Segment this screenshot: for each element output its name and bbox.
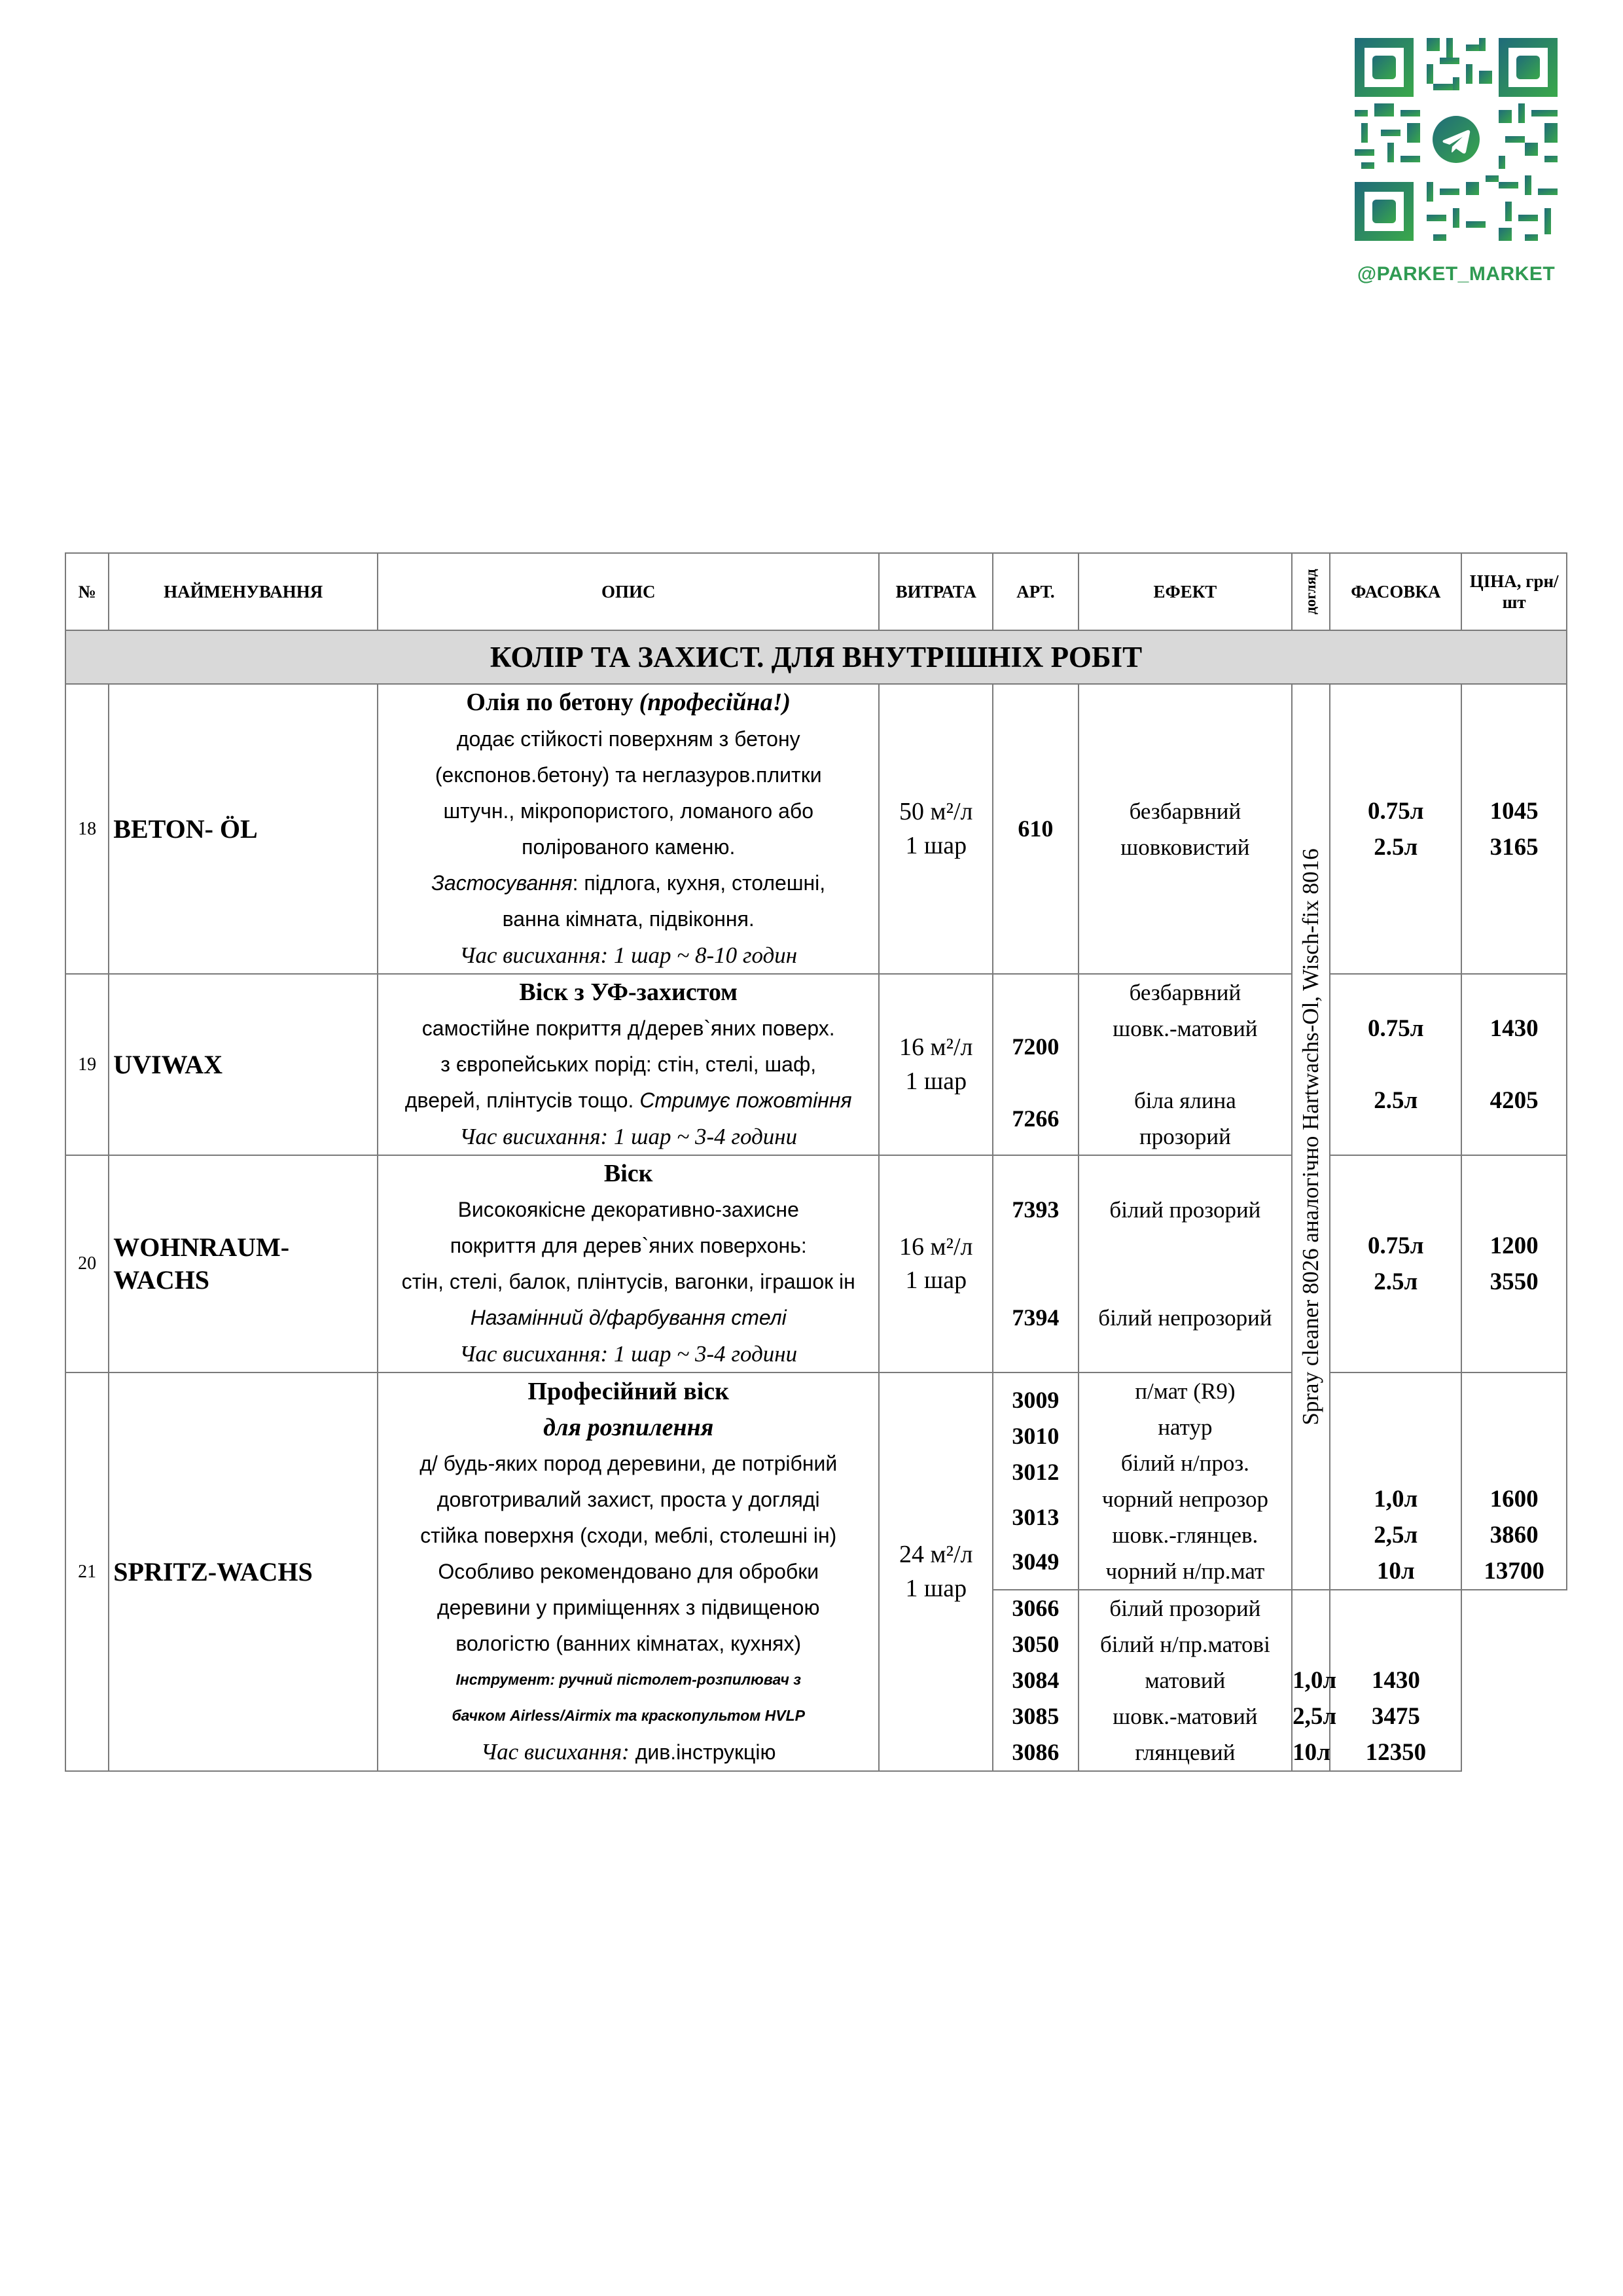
effect-line: білий непрозорий	[1098, 1305, 1272, 1331]
desc-line: дверей, плінтусів тощо.	[404, 1088, 640, 1112]
price-value: 1430	[1489, 1015, 1539, 1042]
table-row	[65, 1155, 1567, 1372]
section-row	[65, 630, 1567, 684]
desc-line: стін, стелі, балок, плінтусів, вагонки, іграшок ін	[401, 1270, 855, 1293]
row-num: 19	[65, 974, 109, 1155]
pack-size: 10л	[1293, 1739, 1330, 1766]
desc-line: вологістю (ванних кімнатах, кухнях)	[455, 1631, 802, 1655]
product-name: UVIWAX	[109, 974, 378, 1155]
col-header-care-label: догляд	[1302, 569, 1319, 615]
desc-line: штучн., мікропористого, ломаного або	[443, 799, 813, 823]
pack-size: 0.75л	[1368, 1015, 1424, 1042]
effect-line: безбарвний	[1129, 980, 1241, 1005]
article-number: 7394	[1012, 1304, 1060, 1331]
col-header-consumption: ВИТРАТА	[879, 553, 993, 630]
effect-line: глянцевий	[1135, 1740, 1236, 1765]
desc-line: довготривалий захист, проста у догляді	[437, 1487, 820, 1511]
effect-line: білий прозорий	[1109, 1197, 1261, 1223]
usage-label: Застосування	[431, 871, 573, 895]
col-header-care	[1292, 553, 1330, 630]
col-header-art: АРТ.	[993, 553, 1079, 630]
desc-title: Олія по бетону	[466, 689, 633, 716]
article-number: 7266	[1012, 1105, 1060, 1132]
desc-title-note: (професійна!)	[639, 689, 791, 716]
drying-time: Час висихання: 1 шар ~ 3-4 години	[459, 1124, 798, 1149]
article-number: 3049	[1012, 1549, 1060, 1575]
effect-line: шовк.-матовий	[1113, 1704, 1258, 1729]
article	[993, 1590, 1079, 1771]
pack-size: 1,0л	[1293, 1667, 1337, 1694]
desc-line: (експонов.бетону) та неглазуров.плитки	[435, 763, 822, 787]
section-title: КОЛІР ТА ЗАХИСТ. ДЛЯ ВНУТРІШНІХ РОБІТ	[65, 630, 1567, 684]
effect-line: шовк.-матовий	[1113, 1016, 1258, 1041]
pack-size: 2.5л	[1374, 1268, 1418, 1295]
effect	[1079, 974, 1292, 1155]
desc-note: Стримує пожовтіння	[639, 1088, 852, 1112]
price-cell	[1461, 684, 1567, 974]
price-value: 1045	[1489, 797, 1539, 825]
consumption-rate: 16 м²/л	[899, 1232, 973, 1261]
consumption	[879, 1372, 993, 1771]
product-name-line: WACHS	[113, 1265, 209, 1295]
desc-title: для розпилення	[543, 1413, 714, 1441]
telegram-handle[interactable]: @PARKET_MARKET	[1357, 263, 1556, 285]
desc-line: д/ будь-яких пород деревини, де потрібний	[419, 1451, 838, 1475]
product-description	[378, 974, 879, 1155]
effect-line: прозорий	[1139, 1124, 1231, 1149]
drying-label: Час висихання:	[480, 1738, 630, 1765]
tool-note: бачком Airless/Airmix та краскопультом HVLP	[452, 1706, 805, 1724]
table-header-row	[65, 553, 1567, 630]
effect-line: безбарвний	[1129, 798, 1241, 824]
effect-line: матовий	[1145, 1668, 1226, 1693]
price-value: 12350	[1365, 1739, 1427, 1766]
table-row	[65, 1372, 1567, 1590]
price-value: 13700	[1484, 1558, 1544, 1585]
effect-line: чорний непрозор	[1101, 1486, 1268, 1512]
desc-line: стійка поверхня (сходи, меблі, столешні ін)	[420, 1523, 837, 1547]
effect-line: шовковистий	[1120, 834, 1250, 860]
price-cell	[1461, 1155, 1567, 1372]
article-number: 3085	[1012, 1703, 1060, 1729]
article-number: 3066	[1012, 1595, 1060, 1621]
table-row	[65, 974, 1567, 1155]
price-value: 1600	[1489, 1486, 1539, 1513]
product-name-line: WOHNRAUM-	[113, 1232, 290, 1262]
effect	[1079, 1155, 1292, 1372]
consumption-layers: 1 шар	[905, 831, 967, 859]
article-number: 3010	[1012, 1423, 1060, 1449]
care-note: Spray cleaner 8026 аналогічно Hartwachs-Ol, Wisch-fix 8016	[1298, 848, 1324, 1426]
article-number: 3086	[1012, 1739, 1060, 1765]
desc-line: з європейських порід: стін, стелі, шаф,	[440, 1052, 817, 1076]
article-number: 3012	[1012, 1459, 1060, 1485]
pack-cell	[1330, 1372, 1461, 1590]
price-table	[65, 552, 1567, 1772]
price-value: 3165	[1489, 833, 1539, 861]
consumption-layers: 1 шар	[905, 1067, 967, 1095]
desc-line: покриття для дерев`яних поверхонь:	[450, 1234, 807, 1257]
desc-line: Особливо рекомендовано для обробки	[438, 1559, 819, 1583]
consumption	[879, 1155, 993, 1372]
product-name	[109, 1155, 378, 1372]
pack-size: 0.75л	[1368, 1232, 1424, 1259]
price-cell	[1330, 1590, 1461, 1771]
drying-text: див.інструкцію	[629, 1740, 776, 1764]
effect	[1079, 1372, 1292, 1590]
desc-line: самостійне покриття д/дерев`яних поверх.	[421, 1016, 835, 1040]
desc-line: додає стійкості поверхням з бетону	[456, 727, 800, 751]
effect	[1079, 1590, 1292, 1771]
article: 610	[993, 684, 1079, 974]
desc-line: деревини у приміщеннях з підвищеною	[437, 1595, 820, 1619]
article	[993, 1155, 1079, 1372]
desc-title: Віск з УФ-захистом	[519, 978, 738, 1006]
usage-text: : підлога, кухня, столешні,	[572, 871, 826, 895]
effect-line: білий н/пр.матові	[1100, 1632, 1270, 1657]
consumption	[879, 974, 993, 1155]
col-header-effect: ЕФЕКТ	[1079, 553, 1292, 630]
usage-line: ванна кімната, підвіконня.	[502, 907, 755, 931]
desc-title: Віск	[603, 1160, 653, 1187]
article-number: 3013	[1012, 1504, 1060, 1530]
price-value: 1200	[1489, 1232, 1539, 1259]
product-description	[378, 1155, 879, 1372]
pack-size: 2.5л	[1374, 1087, 1418, 1114]
pack-size: 0.75л	[1368, 797, 1424, 825]
pack-size: 1,0л	[1374, 1486, 1418, 1513]
price-value: 3475	[1371, 1703, 1420, 1730]
table-row	[65, 684, 1567, 974]
consumption-rate: 16 м²/л	[899, 1033, 973, 1062]
col-header-pack: ФАСОВКА	[1330, 553, 1461, 630]
drying-time: Час висихання: 1 шар ~ 8-10 годин	[459, 942, 798, 968]
col-header-price: ЦІНА, грн/шт	[1461, 553, 1567, 630]
row-num: 21	[65, 1372, 109, 1771]
product-name: SPRITZ-WACHS	[109, 1372, 378, 1771]
col-header-name: НАЙМЕНУВАННЯ	[109, 553, 378, 630]
pack-cell	[1330, 974, 1461, 1155]
tool-note: Інструмент: ручний пістолет-розпилювач з	[455, 1670, 801, 1688]
drying-time: Час висихання: 1 шар ~ 3-4 години	[459, 1341, 798, 1367]
effect-line: натур	[1158, 1414, 1213, 1440]
article-number: 7393	[1012, 1196, 1060, 1223]
price-value: 3550	[1489, 1268, 1539, 1295]
price-value: 4205	[1489, 1087, 1539, 1114]
article	[993, 1372, 1079, 1590]
article-number: 3084	[1012, 1667, 1060, 1693]
telegram-qr-code-icon	[1348, 31, 1564, 247]
price-value: 1430	[1371, 1667, 1420, 1694]
consumption	[879, 684, 993, 974]
product-description	[378, 684, 879, 974]
product-description	[378, 1372, 879, 1771]
consumption-rate: 50 м²/л	[899, 798, 973, 826]
effect-line: біла ялина	[1133, 1088, 1236, 1113]
desc-title: Професійний віск	[527, 1377, 730, 1405]
consumption-rate: 24 м²/л	[899, 1541, 973, 1569]
row-num: 20	[65, 1155, 109, 1372]
pack-cell	[1330, 1155, 1461, 1372]
pack-size: 2,5л	[1374, 1522, 1418, 1549]
desc-line: Високоякісне декоративно-захисне	[457, 1198, 799, 1221]
care-cell	[1292, 684, 1330, 1590]
effect-line: білий н/проз.	[1120, 1450, 1249, 1476]
price-cell	[1461, 1372, 1567, 1590]
price-cell	[1461, 974, 1567, 1155]
desc-note: Назамінний д/фарбування стелі	[470, 1306, 787, 1329]
col-header-num: №	[65, 553, 109, 630]
effect	[1079, 684, 1292, 974]
pack-size: 10л	[1376, 1558, 1415, 1585]
row-num: 18	[65, 684, 109, 974]
consumption-layers: 1 шар	[905, 1266, 967, 1294]
pack-cell	[1292, 1590, 1337, 1771]
effect-line: чорний н/пр.мат	[1105, 1558, 1265, 1584]
desc-line: полірованого каменю.	[522, 835, 736, 859]
pack-size: 2.5л	[1374, 833, 1418, 861]
effect-line: шовк.-глянцев.	[1112, 1522, 1258, 1548]
article-number: 3050	[1012, 1631, 1060, 1657]
consumption-layers: 1 шар	[905, 1574, 967, 1602]
effect-line: білий прозорий	[1109, 1596, 1261, 1621]
pack-size: 2,5л	[1293, 1703, 1337, 1730]
product-name: BETON- ÖL	[109, 684, 378, 974]
effect-line: п/мат (R9)	[1135, 1378, 1236, 1404]
col-header-desc: ОПИС	[378, 553, 879, 630]
article-number: 7200	[1012, 1033, 1060, 1060]
article	[993, 974, 1079, 1155]
pack-cell	[1330, 684, 1461, 974]
article-number: 3009	[1012, 1387, 1060, 1413]
price-value: 3860	[1489, 1522, 1539, 1549]
